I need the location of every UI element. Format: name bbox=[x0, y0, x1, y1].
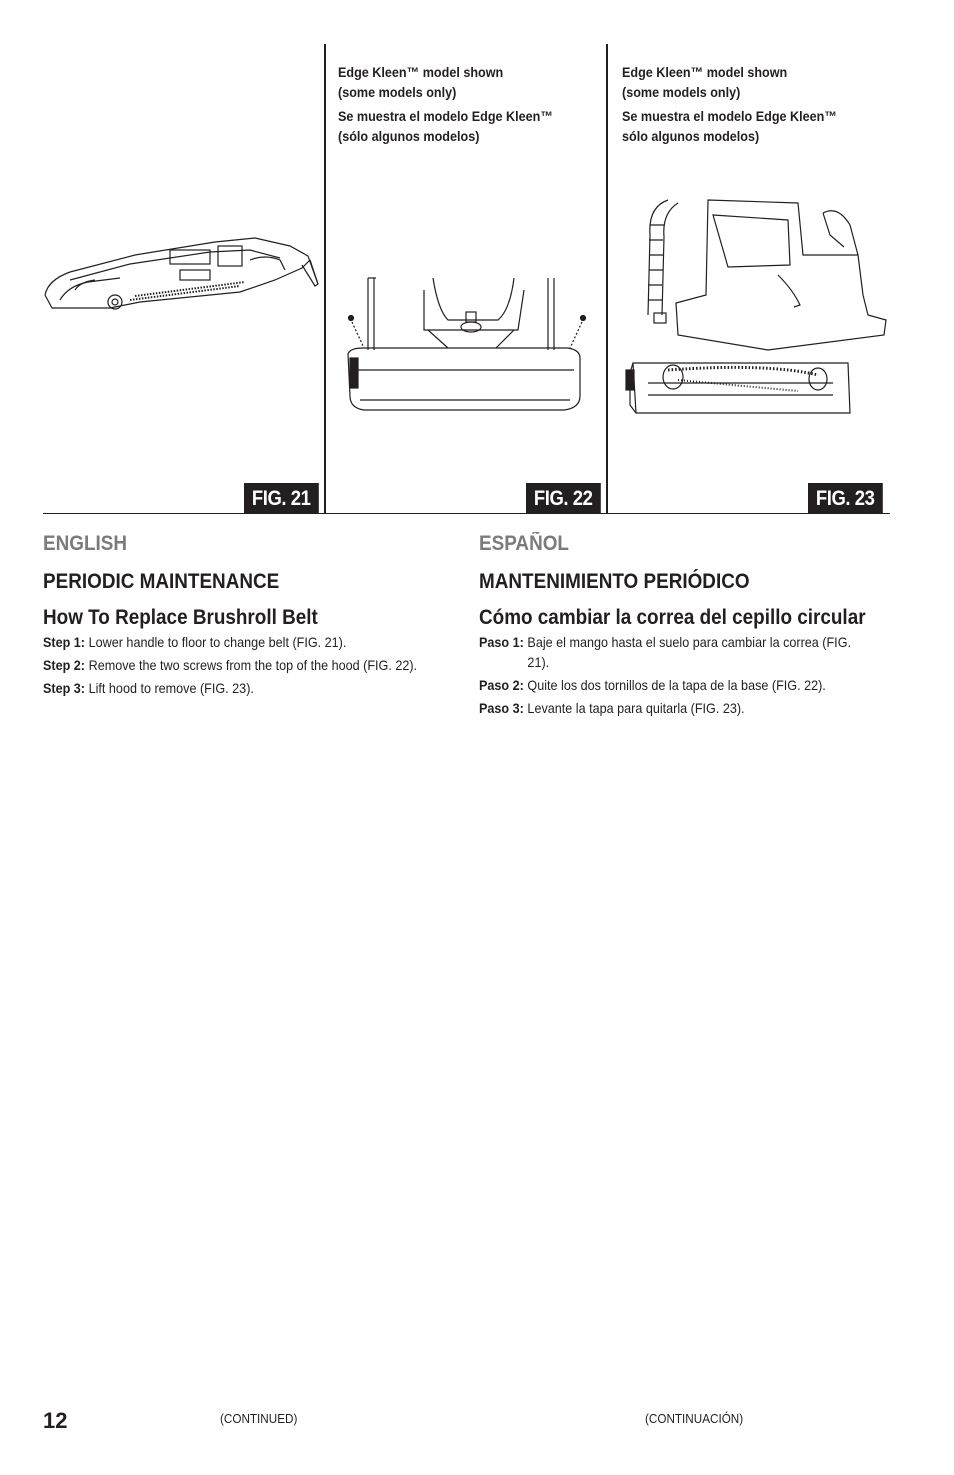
spanish-section-title: MANTENIMIENTO PERIÓDICO bbox=[479, 570, 750, 593]
step-text: Levante la tapa para quitarla (FIG. 23). bbox=[527, 700, 745, 716]
fig23-label: FIG. 23 bbox=[808, 483, 882, 514]
spanish-language-heading: ESPAÑOL bbox=[479, 532, 569, 555]
step-text: Lift hood to remove (FIG. 23). bbox=[88, 680, 254, 696]
spanish-column bbox=[479, 530, 899, 721]
figure-baseline bbox=[43, 513, 890, 514]
spanish-step-1 bbox=[479, 632, 866, 672]
fig23-caption-en-line1: Edge Kleen™ model shown bbox=[622, 64, 788, 80]
step-text: Baje el mango hasta el suelo para cambiar la correa (FIG. 21). bbox=[527, 634, 851, 670]
step-text: Remove the two screws from the top of the hood (FIG. 22). bbox=[88, 657, 418, 673]
step-text: Quite los dos tornillos de la tapa de la base (FIG. 22). bbox=[527, 677, 826, 693]
spanish-step-3 bbox=[479, 698, 866, 718]
step-label: Step 3: bbox=[43, 680, 86, 696]
fig22-caption-es-line2: (sólo algunos modelos) bbox=[338, 128, 480, 144]
english-step-1 bbox=[43, 632, 462, 652]
english-language-heading: ENGLISH bbox=[43, 532, 128, 555]
english-column bbox=[43, 530, 463, 701]
fig23-caption-es-line1: Se muestra el modelo Edge Kleen™ bbox=[622, 108, 837, 124]
step-text: Lower handle to floor to change belt (FIG. 21). bbox=[88, 634, 347, 650]
fig22-base-front-illustration bbox=[338, 270, 594, 420]
fig22-caption bbox=[338, 62, 590, 146]
english-step-2 bbox=[43, 655, 462, 675]
fig23-caption-en-line2: (some models only) bbox=[622, 84, 741, 100]
fig23-caption-es-line2: sólo algunos modelos) bbox=[622, 128, 760, 144]
page-number: 12 bbox=[43, 1408, 68, 1433]
step-label: Paso 2: bbox=[479, 677, 524, 693]
spanish-subsection-title: Cómo cambiar la correa del cepillo circular bbox=[479, 606, 866, 629]
step-label: Step 2: bbox=[43, 657, 86, 673]
step-label: Step 1: bbox=[43, 634, 86, 650]
figure-divider-1 bbox=[324, 44, 326, 514]
fig21-vacuum-reclined-illustration bbox=[40, 220, 324, 320]
fig21-label: FIG. 21 bbox=[244, 483, 318, 514]
english-continued-note: (CONTINUED) bbox=[220, 1411, 298, 1426]
spanish-continued-note: (CONTINUACIÓN) bbox=[645, 1411, 744, 1426]
fig22-caption-en-line1: Edge Kleen™ model shown bbox=[338, 64, 504, 80]
fig22-caption-en-line2: (some models only) bbox=[338, 84, 457, 100]
spanish-steps bbox=[479, 632, 866, 718]
fig22-label: FIG. 22 bbox=[526, 483, 600, 514]
figure-divider-2 bbox=[606, 44, 608, 514]
step-label: Paso 1: bbox=[479, 634, 524, 650]
spanish-step-2 bbox=[479, 675, 866, 695]
english-subsection-title: How To Replace Brushroll Belt bbox=[43, 606, 318, 629]
fig23-hood-removed-illustration bbox=[618, 195, 890, 420]
fig22-caption-es-line1: Se muestra el modelo Edge Kleen™ bbox=[338, 108, 553, 124]
fig23-caption bbox=[622, 62, 874, 146]
english-steps bbox=[43, 632, 462, 698]
step-label: Paso 3: bbox=[479, 700, 524, 716]
english-section-title: PERIODIC MAINTENANCE bbox=[43, 570, 280, 593]
english-step-3 bbox=[43, 678, 462, 698]
